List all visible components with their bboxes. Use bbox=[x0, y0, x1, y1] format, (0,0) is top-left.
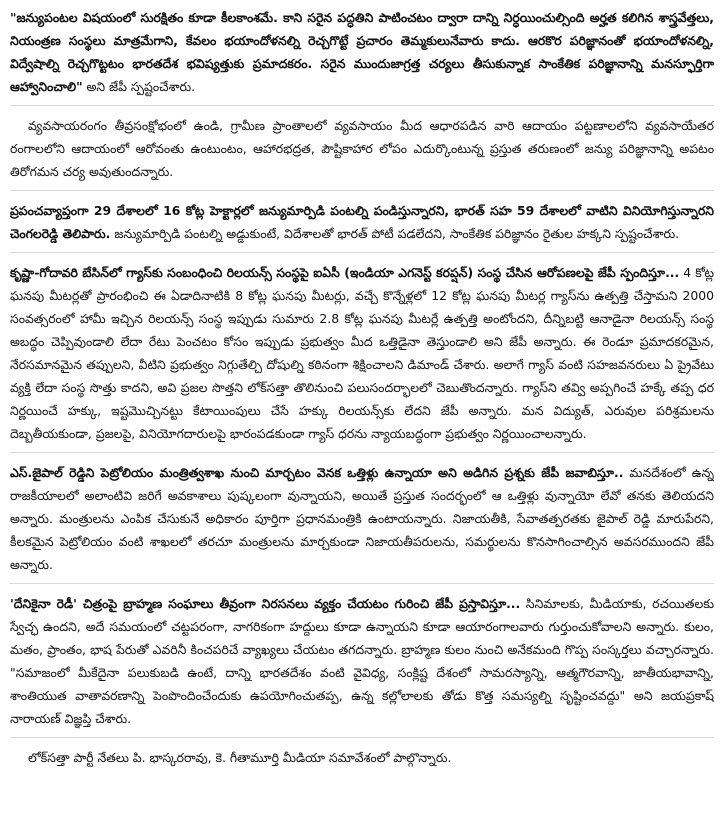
paragraph-lead: కృష్ణా-గోదావరి బేసిన్‌లో గ్యాస్‌కు సంబంధించి రిలయన్స్ సంస్థపై ఐఏసీ (ఇండియా ఎగనెస్ట్ కరప్షన్) సంస్థ చేసిన ఆరోపణలపై జేపీ స్పందిస్తూ... bbox=[10, 265, 680, 280]
article-paragraph-film bbox=[10, 592, 714, 730]
paragraph-lead: "జన్యుపంటల విషయంలో సురక్షితం కూడా కీలకాంశమే. కాని సరైన పద్ధతిని పాటించటం ద్వారా దాన్ని నిర్ధయించుల్సింది అర్హత కలిగిన శాస్త్రవేత్తలు, నియంత్రణ సంస్థలు మాత్రమేగాని, కేవలం భయాందోళనల్ని రెచ్చగొట్టే ప్రచారం తెమ్మకులునేవారు కాదు. ఆరకొర పరిజ్ఞానంతో భయాందోళనల్ని, విద్వేషాల్ని రెచ్చగొట్టటం భారతదేశ భవిష్యత్తుకు ప్రమాదకరం. సరైన ముందుజాగ్రత్త చర్యలు తీసుకున్నాక సాంకేతిక పరిజ్ఞానాన్ని మనస్ఫూర్తిగా ఆహ్వానించాలి" bbox=[10, 10, 714, 94]
article-paragraph-attendees bbox=[10, 746, 714, 769]
paragraph-divider bbox=[10, 105, 714, 106]
paragraph-text: మనదేశంలో ఉన్న రాజకీయాలలో అలాంటివి జరిగే అవకాశాలు పుష్కలంగా వున్నాయని, అయితే ప్రస్తుత సందర్భంలో ఆ ఒత్తిళ్లు వున్నాయో లేవో తనకు తెలియదని అన్నారు. మంత్రులను ఎంపిక చేసుకునే అధికారం పూర్తిగా ప్రధానమంత్రికి ఉంటాయన్నారు. నిజాయతీకి, సేవాతత్పరతకు జైపాల్ రెడ్డి మారుపేరని, కీలకమైన పెట్రోలియం వంటి శాఖలలో తరచూ మంత్రులను మార్చకుండా నిజాయతీపరులను, సమర్థులను కొనసాగించాల్సిన అవసరముందని జేపీ అన్నారు. bbox=[10, 465, 714, 572]
paragraph-divider bbox=[10, 190, 714, 191]
article-paragraph-gas bbox=[10, 261, 714, 445]
article-paragraph-agriculture bbox=[10, 114, 714, 183]
paragraph-lead: ఎస్.జైపాల్ రెడ్డిని పెట్రోలియం మంత్రిత్వశాఖ నుంచి మార్చటం వెనక ఒత్తిళ్లు ఉన్నాయా అని అడిగిన ప్రశ్నకు జేపీ జవాబిస్తూ.. bbox=[10, 465, 624, 480]
paragraph-text: జన్యుమార్పిడి పంటల్ని అడ్డుకుంటే, విదేశాలతో భారత్ పోటీ పడలేదని, సాంకేతిక పరిజ్ఞానం రైతుల హక్కని స్పష్టంచేశారు. bbox=[110, 226, 680, 241]
paragraph-divider bbox=[10, 252, 714, 253]
paragraph-text: అని జేపీ స్పష్టంచేశారు. bbox=[82, 79, 196, 94]
article-paragraph-quote bbox=[10, 6, 714, 98]
paragraph-text: 4 కోట్ల ఘనపు మీటర్లతో ప్రారంభించి ఈ ఏడాదినాటికి 8 కోట్ల ఘనపు మీటర్లు, వచ్చే కొన్నేళ్లలో 12 కోట్ల ఘనపు మీటర్ల గ్యాస్‌ను ఉత్పత్తి చేస్తామని 2000 సంవత్సరంలో హామీ ఇచ్చిన రిలయన్స్ సంస్థ ఇప్పుడు సుమారు 2.8 కోట్ల ఘనపు మీటర్లే ఉత్పత్తి అంటోందని, దీన్నిబట్టి ఆనాడైనా రిలయన్స్ సంస్థ అబద్ధం చెప్పివుండాలి లేదా రేటు పెంచటం కోసం ఇప్పుడు ప్రభుత్వం మీద ఒత్తిడైనా తెస్తుండాలి అని జేపీ అన్నారు. ఈ రెండూ ప్రమాదకరమైన, నేరసమానమైన తప్పులని, వీటిని ప్రభుత్వం నిగ్గుతేల్చి దోషుల్ని కఠినంగా శిక్షించాలని డిమాండ్ చేశారు. అలాగే గ్యాస్ వంటి సహజవనరులు ఏ ప్రైవేటు వ్యక్తి లేదా సంస్థ సొత్తు కాదని, అవి ప్రజల సొత్తని లోక్‌సత్తా తొలినుంచి పలుసందర్భాలలో చెబుతొందన్నారు. గ్యాస్‌ని తవ్వి అప్పగించే హక్కే తప్ప ధర నిర్ణయించే హక్కు, ఇష్టమొచ్చినట్టు కేటాయింపులు చేసే హక్కు రిలయన్స్‌కు లేదని జేపీ అన్నారు. మన విద్యుత్, ఎరువుల పరిశ్రమలను దెబ్బతీయకుండా, ప్రజలపై, వినియోగదారులపై భారంపడకుండా గ్యాస్ ధరను న్యాయబద్ధంగా ప్రభుత్వం నిర్ణయించాలన్నారు. bbox=[10, 265, 714, 441]
article-paragraph-gm-crops bbox=[10, 199, 714, 245]
paragraph-divider bbox=[10, 583, 714, 584]
paragraph-lead: ప్రపంచవ్యాప్తంగా 29 దేశాలలో 16 కోట్ల హెక్టార్లలో జన్యుమార్పిడి పంటల్ని పండిస్తున్నారని, భారత్ సహ 59 దేశాలలో వాటిని వినియోగిస్తున్నారని చెంగలరెడ్డి తెలిపారు. bbox=[10, 203, 714, 241]
paragraph-text: సినిమాలకు, మీడియాకు, రచయితలకు స్వేచ్ఛ ఉందని, అదే సమయంలో చట్టపరంగా, నాగరికంగా హద్దులు కూడా ఉన్నాయని కూడా ఆయారంగాలవారు గుర్తుంచుకోవాలని అన్నారు. కులం, మతం, ప్రాంతం, భాష పేరుతో ఎవరినీ కించపరిచే వ్యాఖ్యలు చేయటం తగదన్నారు. బ్రాహ్మణ కులం నుంచి అనేకమంది గొప్ప సంస్కర్తలు వచ్చారన్నారు. "సమాజంలో మీకేదైనా పలుకుబడి ఉంటే, దాన్ని భారతదేశం వంటి వైవిధ్య, సంక్లిష్ట దేశంలో సామరస్యాన్ని, ఆత్మగౌరవాన్ని, జాతీయభావాన్ని, శాంతియుత వాతావరణాన్ని పెంపొందించేందుకు ఉపయోగించుతప్ప, ఉన్న కల్లోలాలకు తోడు కొత్త సమస్యల్ని సృష్టించవద్దు" అని జయప్రకాష్ నారాయణ్ విజ్ఞప్తి చేశారు. bbox=[10, 596, 714, 726]
paragraph-divider bbox=[10, 737, 714, 738]
paragraph-text: లోక్‌సత్తా పార్టీ నేతలు పి. భాస్కరరావు, కె. గీతామూర్తి మీడియా సమావేశంలో పాల్గొన్నారు. bbox=[28, 750, 452, 765]
paragraph-divider bbox=[10, 452, 714, 453]
paragraph-text: వ్యవసాయరంగం తీవ్రసంక్షోభంలో ఉండి, గ్రామీణ ప్రాంతాలలో వ్యవసాయం మీద ఆధారపడిన వారి ఆదాయం పట్టణాలలోని వ్యవసాయేతర రంగాలలోని ఆదాయంలో ఆరోవంతు ఉంటుంటం, ఆహారభద్రత, పౌష్టికాహార లోపం ఎదుర్కొంటున్న ప్రస్తుత తరుణంలో జన్యు పరిజ్ఞానాన్ని అపటం తిరోగమన చర్య అవుతుందన్నారు. bbox=[10, 118, 714, 179]
article-body bbox=[10, 6, 714, 822]
article-paragraph-jaipal-reddy bbox=[10, 461, 714, 576]
paragraph-lead: 'దేనికైనా రెడీ' చిత్రంపై బ్రాహ్మణ సంఘాలు తీవ్రంగా నిరసనలు వ్యక్తం చేయటం గురించి జేపీ ప్రస్తావిస్తూ... bbox=[10, 596, 521, 611]
